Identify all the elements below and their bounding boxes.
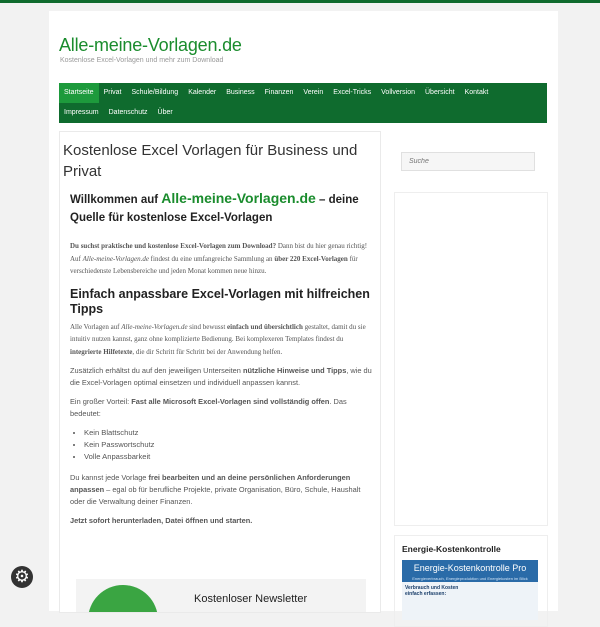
p3-text-1: Zusätzlich erhältst du auf den jeweiligen Unterseiten [70, 366, 243, 375]
welcome-brand: Alle-meine-Vorlagen.de [161, 190, 316, 206]
nav-item-datenschutz[interactable]: Datenschutz [108, 109, 148, 116]
nav-item-ueber[interactable]: Über [157, 109, 173, 116]
nav-item-schule-bildung[interactable]: Schule/Bildung [131, 89, 179, 96]
article-body [70, 189, 372, 609]
main-navigation [59, 83, 547, 123]
nav-row-1 [59, 83, 547, 103]
nav-row-2 [59, 103, 547, 123]
site-tagline: Kostenlose Excel-Vorlagen und mehr zum Download [60, 57, 224, 64]
intro-bold: über 220 Excel-Vorlagen [274, 254, 348, 263]
paragraph-3 [70, 365, 372, 389]
ad-subtitle: Energieverbrauch, Energieproduktion und Energiekosten im Blick [412, 576, 528, 581]
ad-text-line-1: Verbrauch und Kosten [405, 585, 459, 591]
p2-text-3: gestaltet, damit du sie intuitiv nutzen kannst, ganz ohne komplizierte Bedienung. Bei komplexeren Templates findest du [70, 322, 366, 343]
site-title[interactable]: Alle-meine-Vorlagen.de [59, 35, 242, 55]
p6-bold: Jetzt sofort herunterladen, Datei öffnen und starten. [70, 516, 253, 525]
p2-text-1: Alle Vorlagen auf [70, 322, 122, 331]
search-input[interactable] [401, 152, 535, 171]
main-content [59, 131, 381, 613]
p2-bold-1: einfach und übersichtlich [227, 322, 303, 331]
nav-item-privat[interactable]: Privat [103, 89, 122, 96]
ad-title: Energie-Kostenkontrolle Pro [413, 563, 527, 573]
list-item: • Kein Passwortschutz [84, 439, 372, 451]
intro-question: Du suchst praktische und kostenlose Excel-Vorlagen zum Download? [70, 242, 277, 250]
intro-site: Alle-meine-Vorlagen.de [82, 254, 149, 263]
nav-item-vollversion[interactable]: Vollversion [381, 89, 415, 96]
energy-ad-banner[interactable] [402, 560, 538, 620]
newsletter-logo-icon [88, 585, 158, 613]
p2-bold-2: integrierte Hilfetexte [70, 347, 133, 356]
p2-site: Alle-meine-Vorlagen.de [121, 322, 188, 331]
p5-text-1: Du kannst jede Vorlage [70, 473, 149, 482]
nav-item-startseite[interactable]: Startseite [59, 83, 99, 103]
top-accent-bar [0, 0, 600, 3]
p2-text-2: sind bewusst [187, 322, 228, 331]
nav-item-excel-tricks[interactable]: Excel-Tricks [333, 89, 372, 96]
nav-item-kalender[interactable]: Kalender [188, 89, 217, 96]
newsletter-banner[interactable] [76, 579, 366, 613]
welcome-post: – deine Quelle für kostenlose Excel-Vorlagen [70, 194, 359, 224]
section-heading: Einfach anpassbare Excel-Vorlagen mit hilfreichen Tipps [70, 286, 370, 316]
paragraph-6 [70, 515, 372, 527]
welcome-pre: Willkommen auf [70, 194, 162, 206]
paragraph-2 [70, 321, 372, 359]
nav-item-kontakt[interactable]: Kontakt [464, 89, 489, 96]
paragraph-5 [70, 472, 372, 508]
intro-paragraph [70, 240, 372, 278]
intro-text-2: findest du eine umfangreiche Sammlung an [148, 254, 275, 263]
p3-bold: nützliche Hinweise und Tipps [242, 366, 347, 375]
page-title: Kostenlose Excel Vorlagen für Business und Privat [63, 142, 358, 180]
gear-icon[interactable]: ⚙ [11, 566, 33, 588]
page-wrapper [49, 11, 558, 611]
nav-item-verein[interactable]: Verein [303, 89, 324, 96]
p4-text-1: Ein großer Vorteil: [70, 397, 132, 406]
p5-text-2: – egal ob für berufliche Projekte, private Organisation, Büro, Schule, Haushalt oder die Verwaltung deiner Finanzen. [70, 485, 361, 506]
newsletter-label: Kostenloser Newsletter [194, 593, 308, 605]
ad-text-line-2: einfach erfassen: [405, 591, 447, 597]
ad-body [402, 582, 538, 620]
ad-text [405, 585, 458, 597]
sidebar-widget-empty [394, 192, 548, 526]
nav-item-finanzen[interactable]: Finanzen [264, 89, 294, 96]
p3-text-2: , wie du die Excel-Vorlagen optimal einsetzen und individuell anpassen kannst. [70, 366, 372, 387]
sidebar-widget-energy [394, 535, 548, 627]
p5-bold: frei bearbeiten und an deine persönlichen Anforderungen anpassen [70, 473, 351, 494]
p4-text-2: . Das bedeutet: [70, 397, 347, 418]
paragraph-4 [70, 396, 372, 420]
list-item: • Kein Blattschutz [84, 427, 372, 439]
nav-item-business[interactable]: Business [226, 89, 255, 96]
nav-item-impressum[interactable]: Impressum [64, 109, 99, 116]
list-item: • Volle Anpassbarkeit [84, 451, 372, 463]
p2-text-4: , die dir Schritt für Schritt bei der Anwendung helfen. [132, 347, 283, 356]
intro-text-3: für verschiedenste Lebensbereiche und jeden Monat kommen neue hinzu. [70, 254, 358, 275]
feature-list [70, 427, 372, 463]
p4-bold: Fast alle Microsoft Excel-Vorlagen sind vollständig offen [131, 397, 330, 406]
welcome-heading [70, 189, 372, 227]
intro-text-1: Dann bist du hier genau richtig! Auf [70, 242, 368, 263]
nav-item-uebersicht[interactable]: Übersicht [425, 89, 455, 96]
widget-title: Energie-Kostenkontrolle [402, 544, 501, 554]
